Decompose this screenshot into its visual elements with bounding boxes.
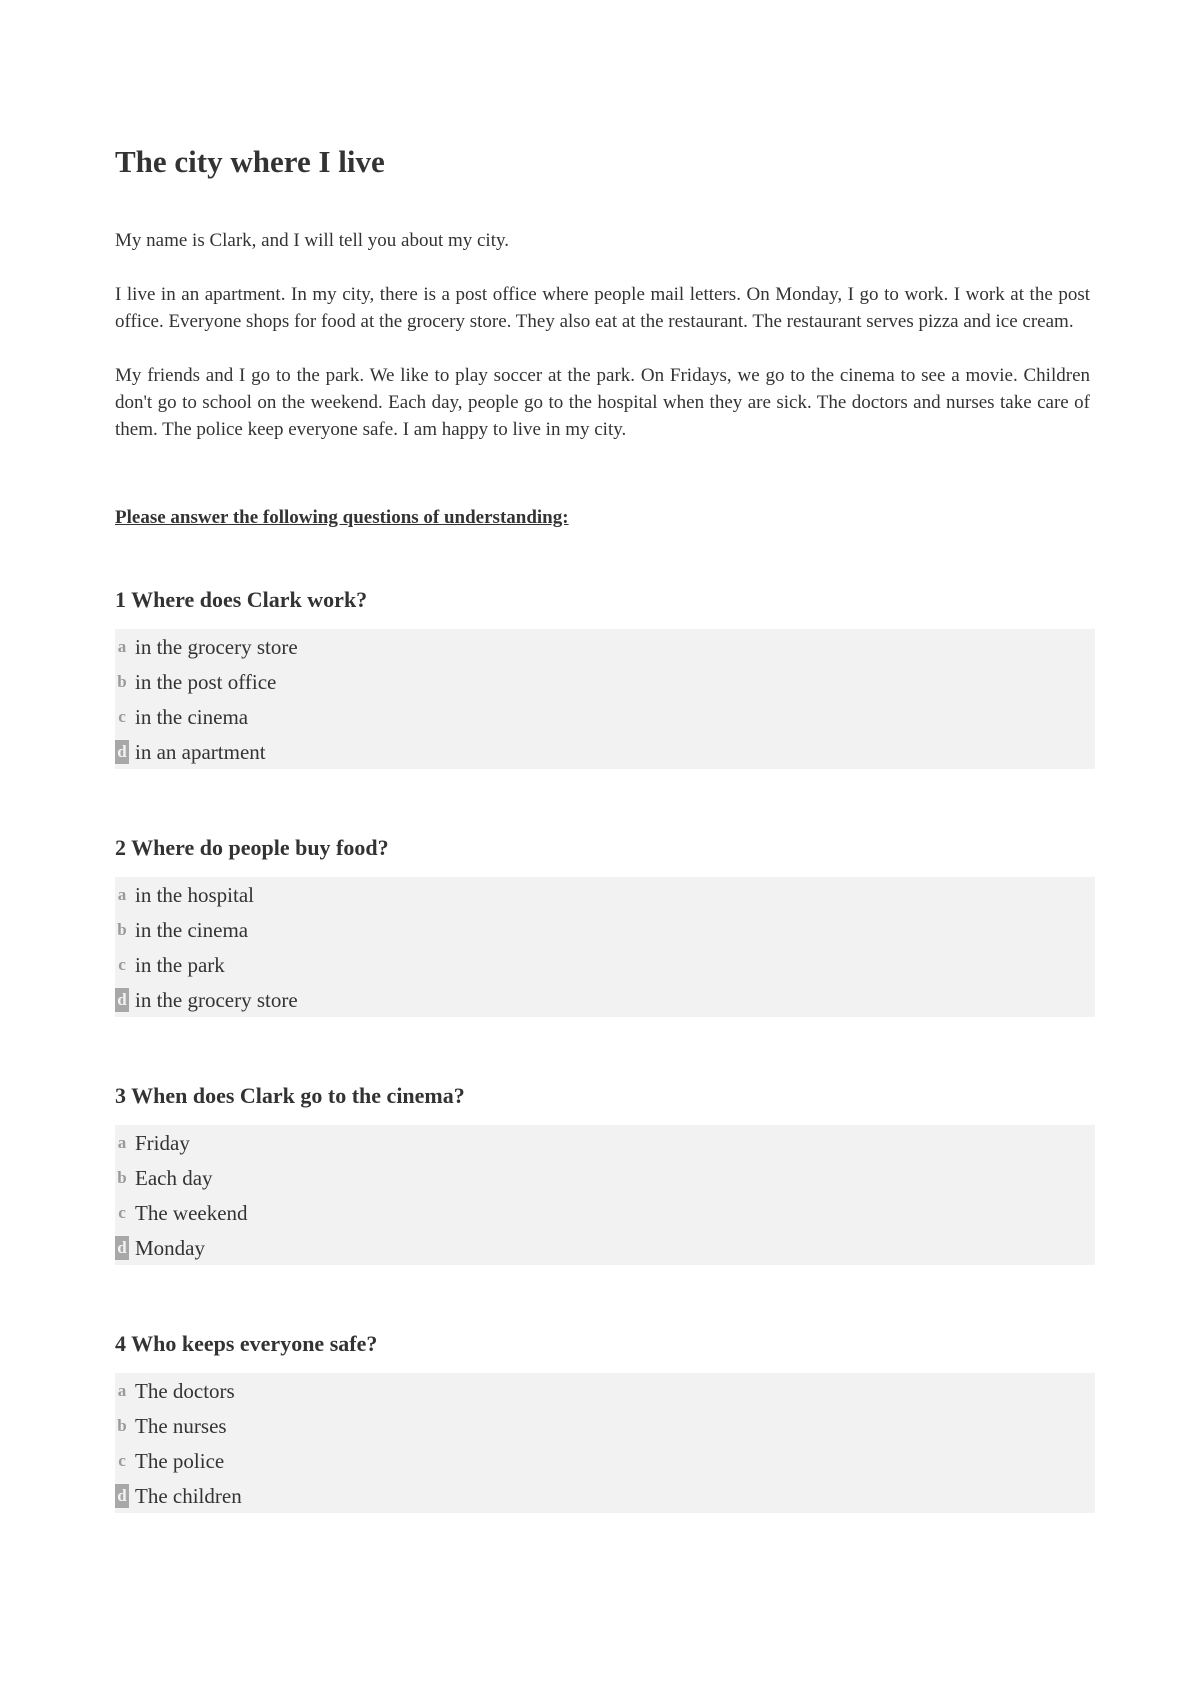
question-list — [115, 585, 1090, 1513]
option-letter: b — [117, 671, 127, 691]
option-text: in the grocery store — [135, 987, 298, 1012]
option-text: Each day — [135, 1165, 213, 1190]
option-letter: a — [117, 636, 127, 656]
question-block — [115, 585, 1090, 769]
option-letter: c — [118, 954, 126, 974]
option-text: in the hospital — [135, 882, 254, 907]
option-text: in the post office — [135, 669, 277, 694]
question-block — [115, 1081, 1090, 1265]
answer-option-b[interactable] — [115, 664, 1095, 699]
question-title: 3 When does Clark go to the cinema? — [115, 1083, 465, 1108]
answer-option-b[interactable] — [115, 912, 1095, 947]
answer-options — [115, 1373, 1095, 1513]
option-letter: a — [117, 1132, 127, 1152]
option-letter: b — [117, 919, 127, 939]
option-text: The police — [135, 1448, 225, 1473]
option-text: in the cinema — [135, 704, 249, 729]
worksheet-page — [115, 142, 1090, 1577]
answer-option-c[interactable] — [115, 1443, 1095, 1478]
answer-option-b[interactable] — [115, 1408, 1095, 1443]
answer-option-d[interactable] — [115, 1478, 1095, 1513]
answer-option-d[interactable] — [115, 1230, 1095, 1265]
option-text: The doctors — [135, 1378, 235, 1403]
instructions-heading: Please answer the following questions of understanding: — [115, 507, 569, 528]
option-text: The nurses — [135, 1413, 227, 1438]
option-text: in the cinema — [135, 917, 249, 942]
document-title: The city where I live — [115, 144, 385, 179]
option-text: The weekend — [135, 1200, 248, 1225]
question-title: 2 Where do people buy food? — [115, 835, 389, 860]
answer-option-c[interactable] — [115, 947, 1095, 982]
answer-option-d[interactable] — [115, 734, 1095, 769]
answer-option-a[interactable] — [115, 1125, 1095, 1160]
question-title: 4 Who keeps everyone safe? — [115, 1331, 378, 1356]
answer-option-a[interactable] — [115, 877, 1095, 912]
option-letter: c — [118, 1202, 126, 1222]
option-letter: b — [117, 1415, 127, 1435]
option-letter: d — [115, 1484, 129, 1508]
option-text: in the park — [135, 952, 225, 977]
question-block — [115, 833, 1090, 1017]
option-letter: c — [118, 706, 126, 726]
answer-option-a[interactable] — [115, 629, 1095, 664]
intro-paragraph: My name is Clark, and I will tell you about my city. — [115, 230, 510, 251]
option-letter: b — [117, 1167, 127, 1187]
answer-option-b[interactable] — [115, 1160, 1095, 1195]
option-text: Friday — [135, 1130, 190, 1155]
option-text: The children — [135, 1483, 242, 1508]
option-letter: a — [117, 1380, 127, 1400]
option-text: in an apartment — [135, 739, 266, 764]
option-letter: d — [115, 1236, 129, 1260]
body-paragraph: My friends and I go to the park. We like to play soccer at the park. On Fridays, we go to the cinema to see a movie. Children don't go to school on the weekend. Each day, people go to the hospital when they are sick. The doctors and nurses take care of them. The police keep everyone safe. I am happy to live in my city. — [115, 365, 1090, 440]
option-letter: a — [117, 884, 127, 904]
answer-option-a[interactable] — [115, 1373, 1095, 1408]
body-paragraph: I live in an apartment. In my city, there is a post office where people mail letters. On Monday, I go to work. I work at the post office. Everyone shops for food at the grocery store. They also eat at the restaurant. The restaurant serves pizza and ice cream. — [115, 284, 1090, 332]
question-title: 1 Where does Clark work? — [115, 587, 368, 612]
answer-option-d[interactable] — [115, 982, 1095, 1017]
answer-options — [115, 1125, 1095, 1265]
option-letter: c — [118, 1450, 126, 1470]
answer-option-c[interactable] — [115, 1195, 1095, 1230]
option-text: Monday — [135, 1235, 205, 1260]
answer-option-c[interactable] — [115, 699, 1095, 734]
question-block — [115, 1329, 1090, 1513]
answer-options — [115, 877, 1095, 1017]
option-letter: d — [115, 988, 129, 1012]
answer-options — [115, 629, 1095, 769]
option-letter: d — [115, 740, 129, 764]
option-text: in the grocery store — [135, 634, 298, 659]
